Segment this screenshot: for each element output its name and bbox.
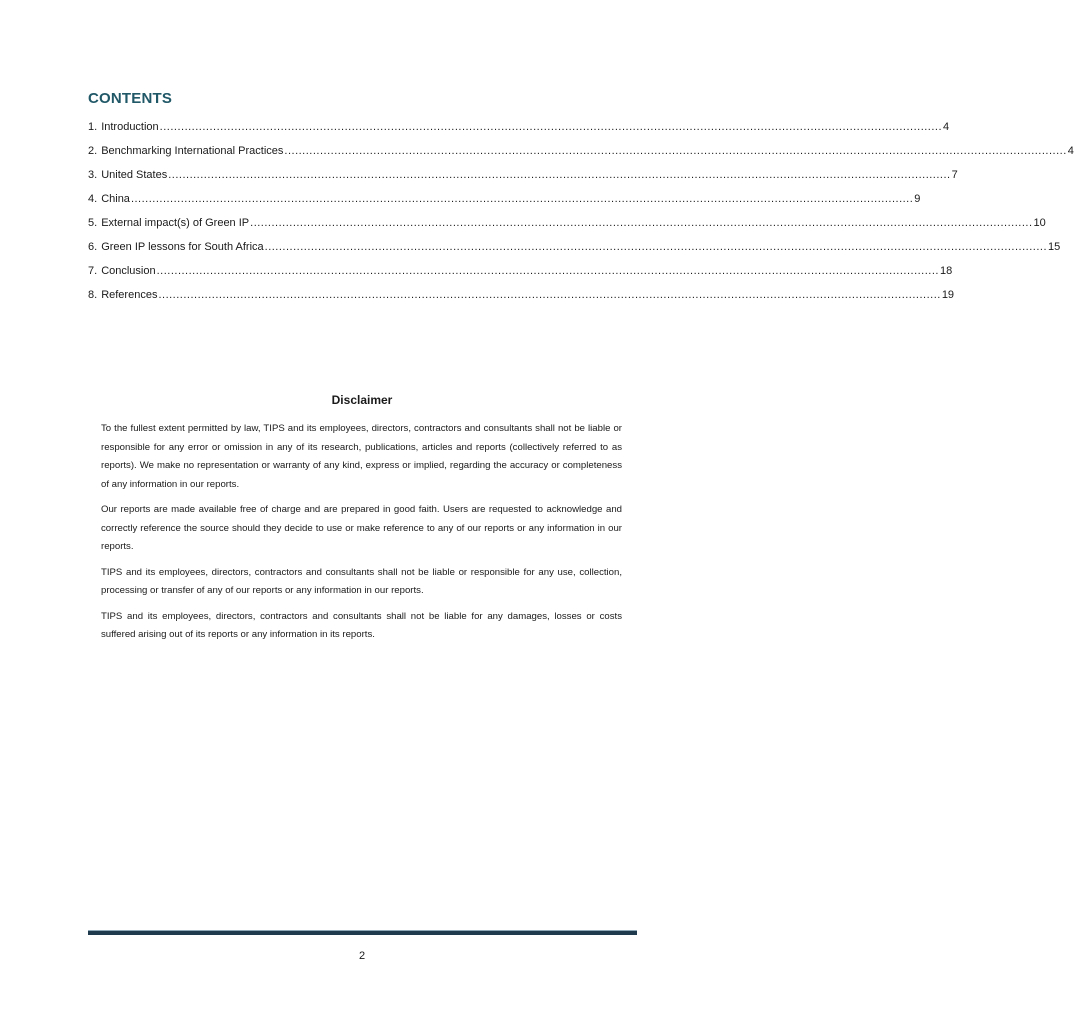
toc-dot-leader: ............................................................................................................................................................................................................................ bbox=[168, 169, 951, 181]
toc-dot-leader: ............................................................................................................................................................................................................................ bbox=[250, 217, 1033, 229]
toc-entry-china[interactable] bbox=[88, 192, 921, 216]
toc-entry-references[interactable] bbox=[88, 288, 955, 312]
toc-entry-page: 18 bbox=[939, 265, 953, 277]
toc-entry-number: 1. bbox=[88, 121, 98, 133]
toc-entry-title: Conclusion bbox=[101, 265, 156, 277]
toc-entry-title: United States bbox=[101, 169, 168, 181]
toc-entry-lessons-south-africa[interactable] bbox=[88, 240, 1061, 264]
toc-entry-number: 6. bbox=[88, 241, 98, 253]
contents-heading: CONTENTS bbox=[88, 90, 173, 107]
toc-entry-page: 4 bbox=[1067, 145, 1074, 157]
toc-entry-united-states[interactable] bbox=[88, 168, 958, 192]
toc-entry-title: External impact(s) of Green IP bbox=[101, 217, 250, 229]
toc-entry-title: Green IP lessons for South Africa bbox=[101, 241, 264, 253]
toc-entry-number: 5. bbox=[88, 217, 98, 229]
table-of-contents bbox=[88, 120, 1074, 312]
toc-entry-external-impacts[interactable] bbox=[88, 216, 1046, 240]
toc-dot-leader: ............................................................................................................................................................................................................................ bbox=[158, 289, 941, 301]
footer-rule bbox=[88, 930, 637, 935]
toc-entry-page: 4 bbox=[943, 121, 950, 133]
toc-entry-benchmarking[interactable] bbox=[88, 144, 1074, 168]
toc-entry-title: Benchmarking International Practices bbox=[101, 145, 284, 157]
toc-entry-conclusion[interactable] bbox=[88, 264, 953, 288]
toc-dot-leader: ............................................................................................................................................................................................................................ bbox=[130, 193, 914, 205]
toc-dot-leader: ............................................................................................................................................................................................................................ bbox=[284, 145, 1067, 157]
disclaimer-paragraph: TIPS and its employees, directors, contractors and consultants shall not be liable for any damages, losses or costs suffered arising out of its reports or any information in its reports. bbox=[101, 610, 622, 640]
disclaimer-paragraph: To the fullest extent permitted by law, TIPS and its employees, directors, contractors and consultants shall not be liable or responsible for any error or omission in any of its research, publications, articles and reports (collectively referred to as reports). We make no representation or warranty of any kind, express or implied, regarding the accuracy or completeness of any information in our reports. bbox=[101, 423, 622, 490]
toc-entry-page: 7 bbox=[951, 169, 958, 181]
disclaimer-body bbox=[101, 420, 622, 652]
toc-entry-number: 8. bbox=[88, 289, 98, 301]
toc-entry-title: References bbox=[101, 289, 158, 301]
toc-entry-page: 15 bbox=[1048, 241, 1061, 253]
page-number: 2 bbox=[358, 950, 366, 962]
toc-entry-introduction[interactable] bbox=[88, 120, 950, 144]
disclaimer-paragraph: TIPS and its employees, directors, contractors and consultants shall not be liable or responsible for any use, collection, processing or transfer of any of our reports or any information in our reports. bbox=[101, 566, 622, 596]
toc-dot-leader: ............................................................................................................................................................................................................................ bbox=[156, 265, 939, 277]
toc-entry-number: 3. bbox=[88, 169, 98, 181]
toc-dot-leader: ............................................................................................................................................................................................................................ bbox=[264, 241, 1047, 253]
toc-entry-page: 19 bbox=[941, 289, 955, 301]
toc-entry-page: 10 bbox=[1033, 217, 1046, 229]
disclaimer-heading: Disclaimer bbox=[331, 393, 393, 407]
toc-entry-title: Introduction bbox=[101, 121, 159, 133]
toc-entry-number: 4. bbox=[88, 193, 98, 205]
toc-entry-title: China bbox=[101, 193, 130, 205]
toc-entry-number: 2. bbox=[88, 145, 98, 157]
toc-dot-leader: ............................................................................................................................................................................................................................ bbox=[159, 121, 943, 133]
disclaimer-paragraph: Our reports are made available free of charge and are prepared in good faith. Users are requested to acknowledge and correctly reference the source should they decide to use or make reference to any of our reports or any information in our reports. bbox=[101, 504, 622, 552]
toc-entry-number: 7. bbox=[88, 265, 98, 277]
toc-entry-page: 9 bbox=[914, 193, 921, 205]
